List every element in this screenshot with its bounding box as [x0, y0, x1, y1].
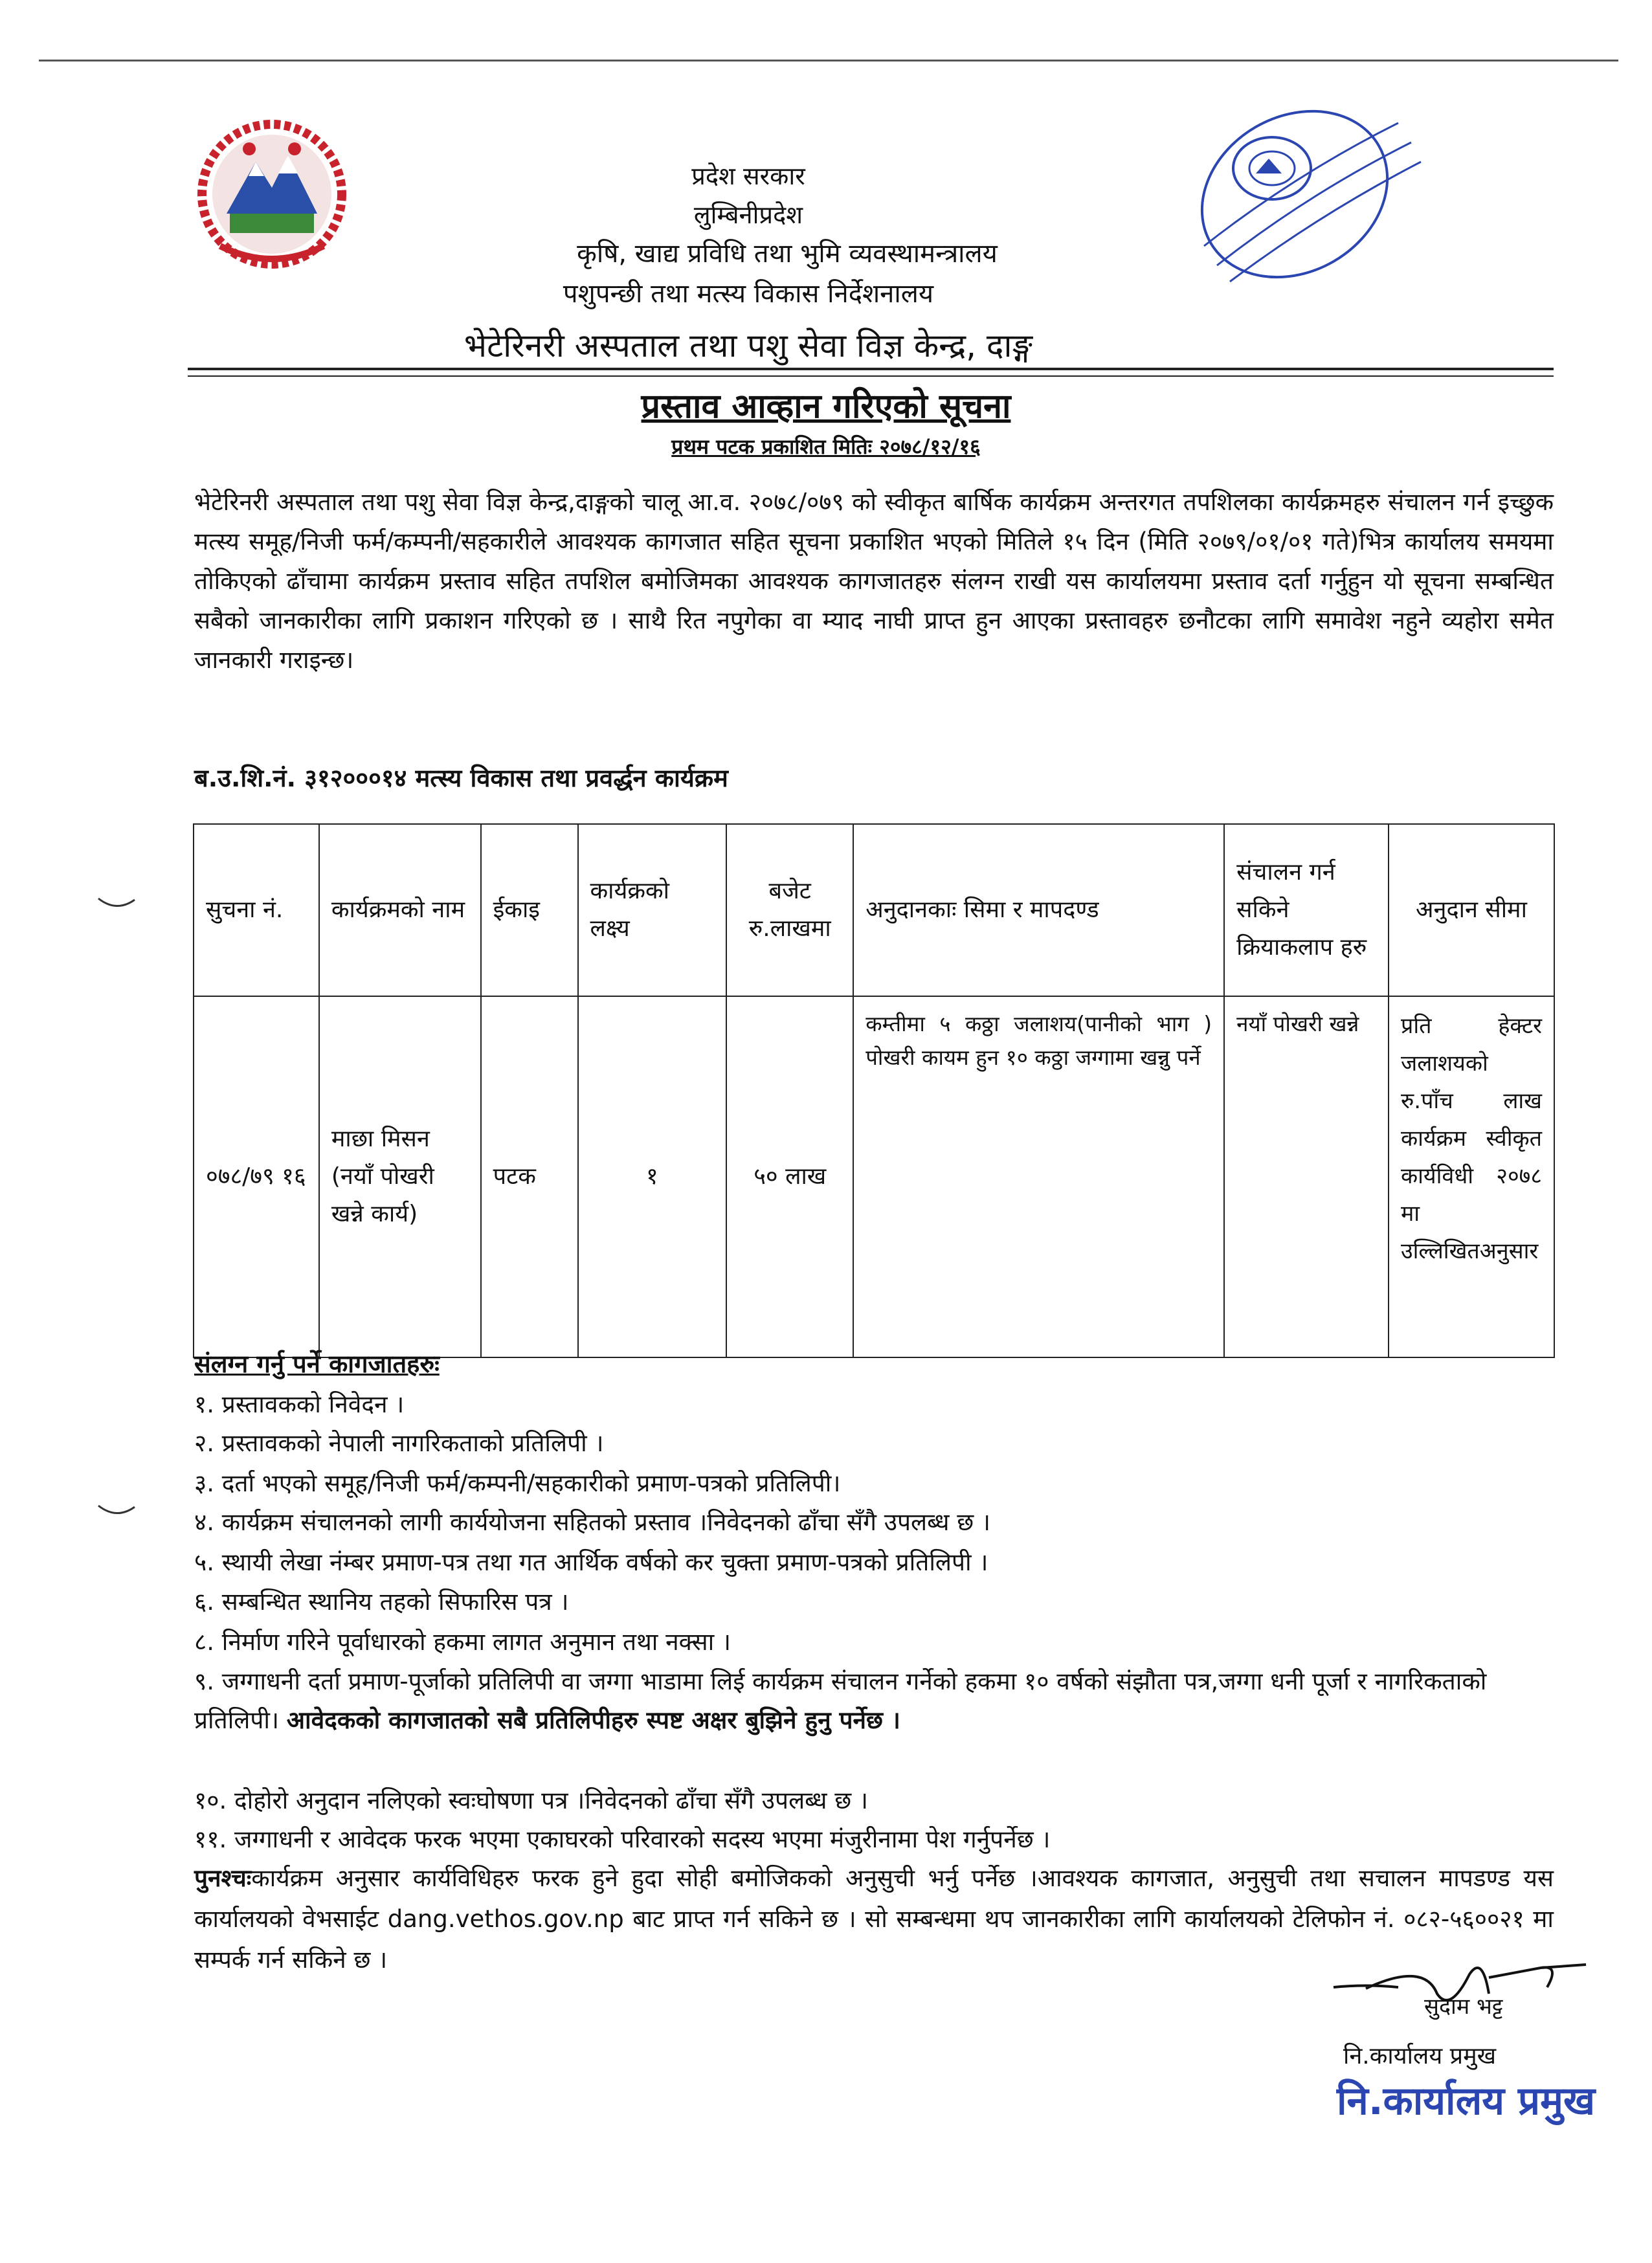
document-item: ३. दर्ता भएको समूह/निजी फर्म/कम्पनी/सहकारीको प्रमाण-पत्रको प्रतिलिपी। — [194, 1469, 841, 1497]
cell-unit: पटक — [481, 996, 578, 1357]
margin-mark — [97, 893, 136, 913]
header-line-3: कृषि, खाद्य प्रविधि तथा भुमि व्यवस्थामन्त्रालय — [577, 239, 998, 269]
header-line-2: लुम्बिनीप्रदेश — [693, 201, 803, 229]
office-name: भेटेरिनरी अस्पताल तथा पशु सेवा विज्ञ केन्द्र, दाङ्ग — [463, 327, 1033, 364]
header-line-4: पशुपन्छी तथा मत्स्य विकास निर्देशनालय — [563, 279, 934, 309]
cell-activity: नयाँ पोखरी खन्ने — [1224, 996, 1389, 1357]
cell-budget: ५० लाख — [726, 996, 853, 1357]
cell-grant-limit: प्रति हेक्टर जलाशयको रु.पाँच लाख कार्यक्रम स्वीकृत कार्यविधी २०७८ मा उल्लिखितअनुसार — [1389, 996, 1554, 1357]
document-item: ४. कार्यक्रम संचालनको लागी कार्ययोजना सहितको प्रस्ताव ।निवेदनको ढाँचा सँगै उपलब्ध छ । — [194, 1508, 990, 1536]
header-line-1: प्रदेश सरकार — [691, 162, 805, 190]
cell-program-name: माछा मिसन (नयाँ पोखरी खन्ने कार्य) — [319, 996, 481, 1357]
table-header-row — [194, 824, 1554, 996]
document-item: १. प्रस्तावकको निवेदन । — [194, 1390, 405, 1418]
cell-criteria: कम्तीमा ५ कठ्ठा जलाशय(पानीको भाग ) पोखरी कायम हुन १० कठ्ठा जग्गामा खन्नु पर्ने — [853, 996, 1224, 1357]
cell-target: १ — [578, 996, 727, 1357]
program-heading: ब.उ.शि.नं. ३१२०००१४ मत्स्य विकास तथा प्रवर्द्धन कार्यक्रम — [194, 764, 728, 792]
notice-body: भेटेरिनरी अस्पताल तथा पशु सेवा विज्ञ केन्द्र,दाङ्गको चालू आ.व. २०७८/०७९ को स्वीकृत बार्षिक कार्यक्रम अन्तरगत तपशिलका कार्यक्रमहरु संचालन गर्न इच्छुक मत्स्य समूह/निजी फर्म/कम्पनी/सहकारीले आवश्यक कागजात सहित सूचना प्रकाशित भएको मितिले १५ दिन (मिति २०७९/०१/०१ गते)भित्र कार्यालय समयमा तोकिएको ढाँचामा कार्यक्रम प्रस्ताव सहित तपशिल बमोजिमका आवश्यक कागजातहरु संलग्न राखी यस कार्यालयमा प्रस्ताव दर्ता गर्नुहुन यो सूचना सम्बन्धित सबैको जानकारीका लागि प्रकाशन गरिएको छ । साथै रित नपुगेका वा म्याद नाघी प्राप्त हुन आएका प्रस्तावहरु छनौटका लागि समावेश नहुने व्यहोरा समेत जानकारी गराइन्छ। — [194, 488, 1554, 674]
document-item-9 — [194, 1662, 1554, 1740]
postscript-text: कार्यक्रम अनुसार कार्यविधिहरु फरक हुने हुदा सोही बमोजिकको अनुसुची भर्नु पर्नेछ ।आवश्यक कागजात, अनुसुची तथा सचालन मापडण्ड यस कार्यालयको वेभसाईट dang.vethos.gov.np बाट प्राप्त गर्न सकिने छ । सो सम्बन्धमा थप जानकारीका लागि कार्यालयको टेलिफोन नं. ०८२-५६००२१ मा सम्पर्क गर्न सकिने छ । — [194, 1864, 1554, 1974]
top-border-line — [39, 60, 1618, 61]
document-item: ८. निर्माण गरिने पूर्वाधारको हकमा लागत अनुमान तथा नक्सा । — [194, 1628, 731, 1656]
document-item-9-bold: आवेदकको कागजातको सबै प्रतिलिपीहरु स्पष्ट अक्षर बुझिने हुनु पर्नेछ । — [286, 1706, 900, 1734]
document-item: ६. सम्बन्धित स्थानिय तहको सिफारिस पत्र । — [194, 1588, 569, 1616]
signatory-name: सुदाम भट्ट — [1424, 1994, 1503, 2020]
document-item: ५. स्थायी लेखा नंम्बर प्रमाण-पत्र तथा गत आर्थिक वर्षको कर चुक्ता प्रमाण-पत्रको प्रतिलिपी । — [194, 1548, 988, 1576]
col-header-activity: संचालन गर्न सकिने क्रियाकलाप हरु — [1224, 824, 1389, 996]
col-header-target: कार्यक्रको लक्ष्य — [578, 824, 727, 996]
col-header-grant-limit: अनुदान सीमा — [1389, 824, 1554, 996]
signatory-title: नि.कार्यालय प्रमुख — [1343, 2043, 1497, 2069]
document-item: २. प्रस्तावकको नेपाली नागरिकताको प्रतिलिपी । — [194, 1429, 604, 1457]
documents-title: संलग्न गर्नु पर्ने कागजातहरुः — [194, 1350, 440, 1378]
document-item: १०. दोहोरो अनुदान नलिएको स्वःघोषणा पत्र ।निवेदनको ढाँचा सँगै उपलब्ध छ । — [194, 1787, 869, 1814]
header-divider — [188, 368, 1554, 370]
col-header-budget: बजेट रु.लाखमा — [726, 824, 853, 996]
table-row — [194, 996, 1554, 1357]
margin-mark — [97, 1500, 136, 1520]
col-header-unit: ईकाइ — [481, 824, 578, 996]
col-header-program-name: कार्यक्रमको नाम — [319, 824, 481, 996]
document-item: ११. जग्गाधनी र आवेदक फरक भएमा एकाघरको परिवारको सदस्य भएमा मंजुरीनामा पेश गर्नुपर्नेछ । — [194, 1825, 1051, 1853]
publish-date: प्रथम पटक प्रकाशित मितिः २०७८/१२/१६ — [671, 434, 981, 459]
col-header-criteria: अनुदानकाः सिमा र मापदण्ड — [853, 824, 1224, 996]
document-item-9-text: ९. जग्गाधनी दर्ता प्रमाण-पूर्जाको प्रतिलिपी वा जग्गा भाडामा लिई कार्यक्रम संचालन गर्नेको हकमा १० वर्षको संझौता पत्र,जग्गा धनी पूर्जा र नागरिकताको प्रतिलिपी। — [194, 1667, 1487, 1734]
header-divider-thin — [188, 375, 1554, 377]
notice-title: प्रस्ताव आव्हान गरिएको सूचना — [641, 387, 1011, 426]
cell-notice-no: ०७८/७९ १६ — [194, 996, 319, 1357]
postscript-label: पुनश्चः — [194, 1864, 252, 1892]
program-table — [193, 823, 1555, 1358]
designation-stamp: नि.कार्यालय प्रमुख — [1337, 2079, 1596, 2124]
col-header-notice-no: सुचना नं. — [194, 824, 319, 996]
